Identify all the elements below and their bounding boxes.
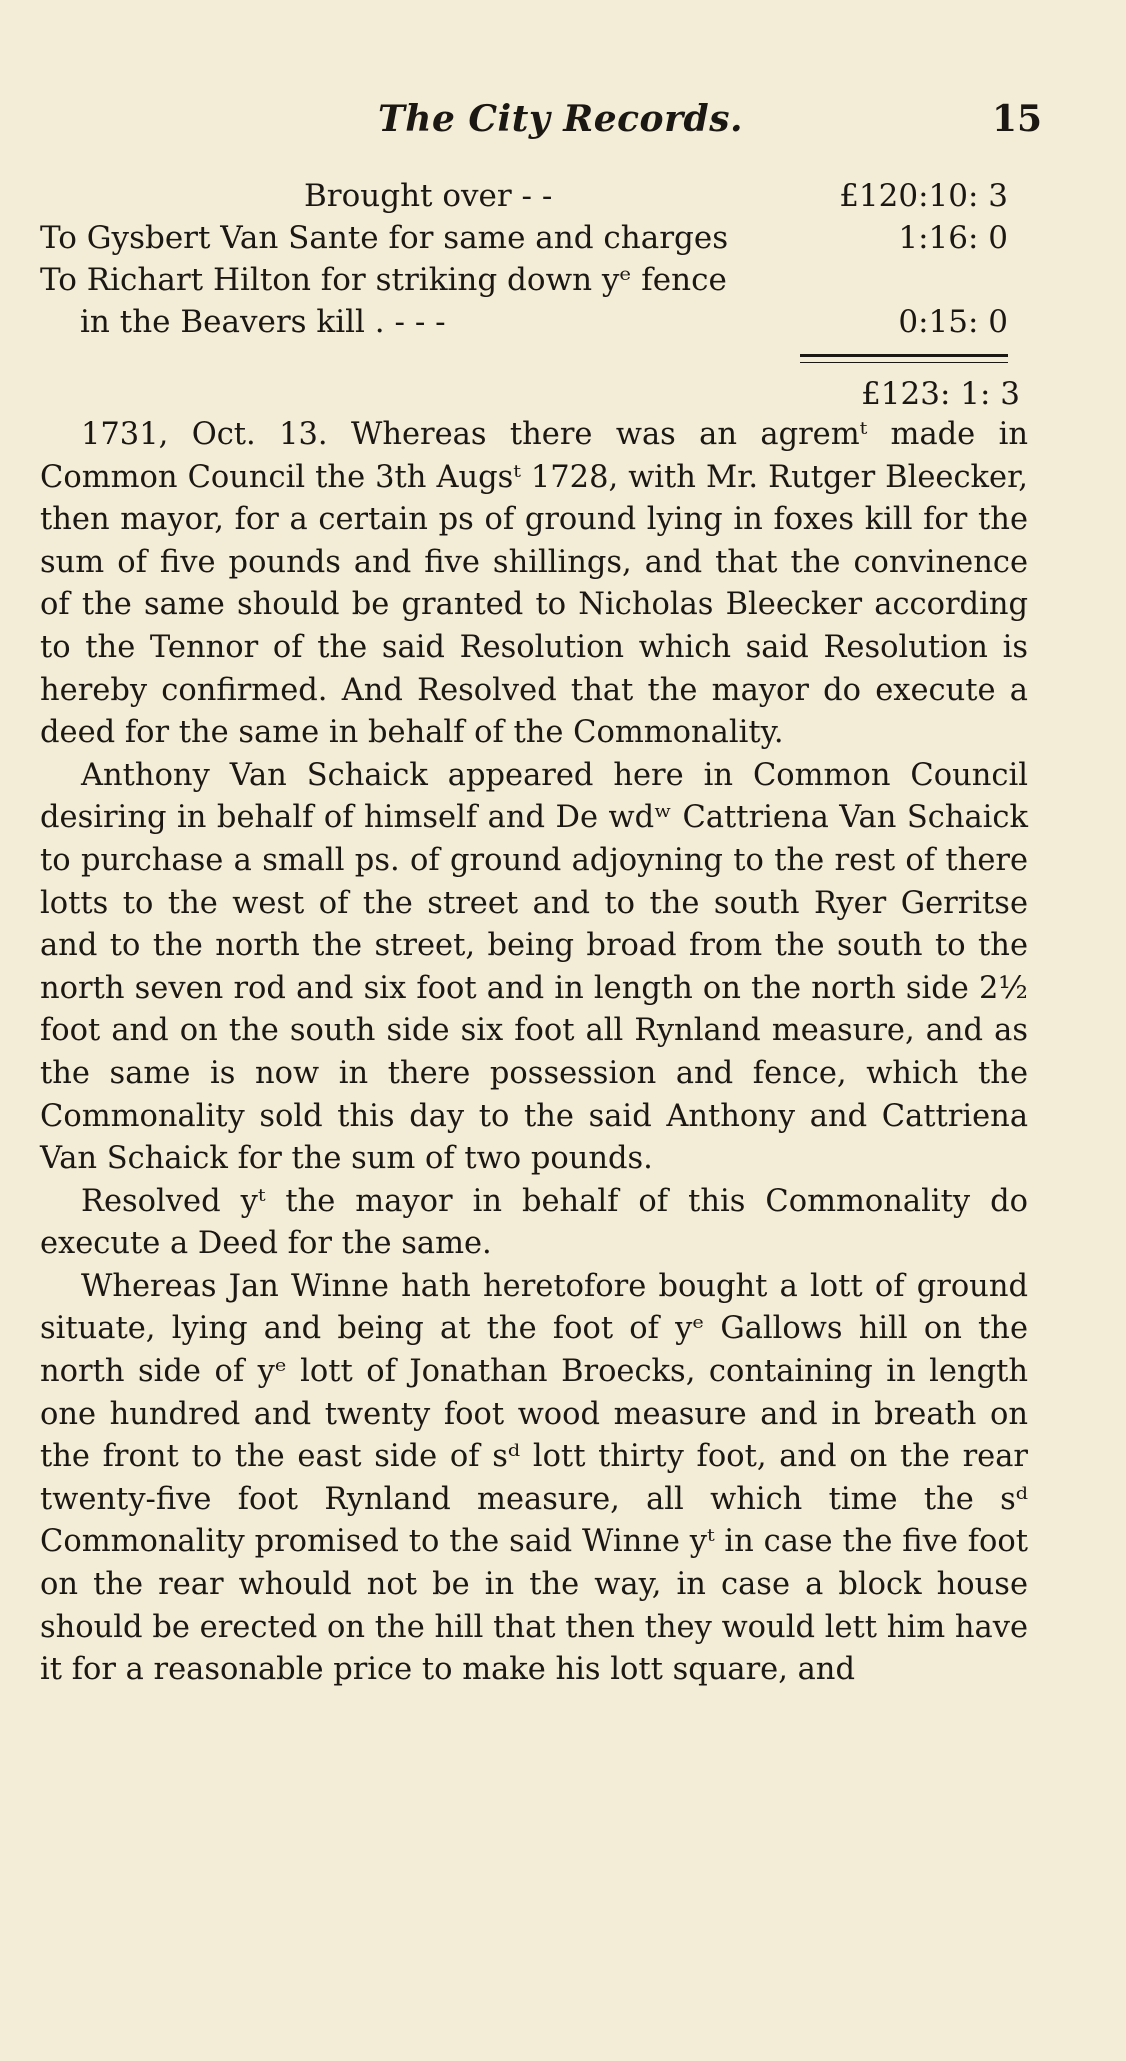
ledger-description: To Richart Hilton for striking down yᵉ fence [40,262,727,298]
ledger-row [40,304,1020,346]
paragraph: 1731, Oct. 13. Whereas there was an agremᵗ made in Common Council the 3th Augsᵗ 1728, with Mr. Rutger Bleecker, then mayor, for a certain ps of ground lying in foxes kill for the sum of five pounds and five shillings, and that the convinence of the same should be granted to Nicholas Bleecker according to the Tennor of the said Resolution which said Resolution is hereby confirmed. And Resolved that the mayor do execute a deed for the same in behalf of the Commonality. [40,417,1028,751]
sum-rule [800,354,1008,357]
paragraph: Whereas Jan Winne hath heretofore bought a lott of ground situate, lying and being at the foot of yᵉ Gallows hill on the north side of yᵉ lott of Jonathan Broecks, containing in length one hundred and twenty foot wood measure and in breath on the front to the east side of sᵈ lott thirty foot, and on the rear twenty-five foot Rynland measure, all which time the sᵈ Commonality promised to the said Winne yᵗ in case the five foot on the rear whould not be in the way, in case a block house should be erected on the hill that then they would lett him have it for a reasonable price to make his lott square, and [40,1268,1028,1688]
ledger-amount: 1:16: 0 [898,220,1008,256]
paragraph: Resolved yᵗ the mayor in behalf of this Commonality do execute a Deed for the same. [40,1183,1028,1262]
ledger-description: To Gysbert Van Sante for same and charges [40,220,729,256]
ledger-row [40,178,1020,220]
page-header [0,98,1126,148]
ledger-row [40,262,1020,304]
ledger-row [40,220,1020,262]
sum-rule [800,362,1008,363]
running-title: The City Records. [378,98,744,140]
body-text [40,414,1028,1692]
ledger-description: Brought over - - [304,178,553,214]
ledger-amount: 0:15: 0 [898,304,1008,340]
ledger-description: in the Beavers kill . - - - [80,304,446,340]
ledger-total: £123: 1: 3 [861,376,1020,412]
ledger-amount: £120:10: 3 [839,178,1008,214]
account-ledger [40,178,1020,346]
page-number: 15 [992,98,1043,140]
paragraph: Anthony Van Schaick appeared here in Common Council desiring in behalf of himself and De wdʷ Cattriena Van Schaick to purchase a small ps. of ground adjoyning to the rest of there lotts to the west of the street and to the south Ryer Gerritse and to the north the street, being broad from the south to the north seven rod and six foot and in length on the north side 2½ foot and on the south side six foot all Rynland measure, and as the same is now in there possession and fence, which the Commonality sold this day to the said Anthony and Cattriena Van Schaick for the sum of two pounds. [40,757,1028,1177]
